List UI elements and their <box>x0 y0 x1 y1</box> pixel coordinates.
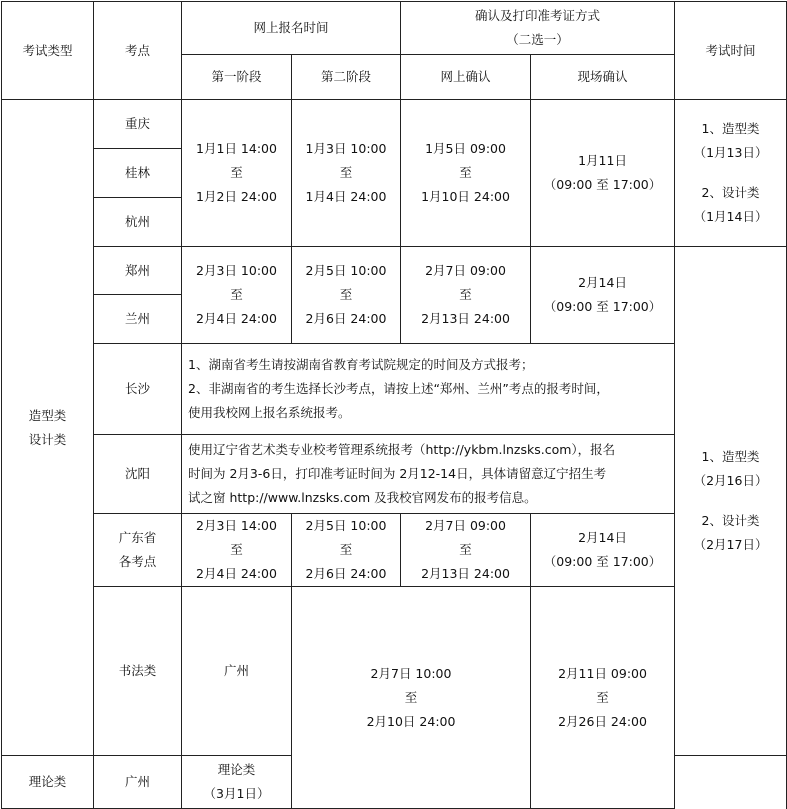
cal-online-to: 至 <box>596 689 609 705</box>
site-chongqing: 重庆 <box>94 100 182 149</box>
g1-online-confirm <box>401 100 531 247</box>
type-design: 设计类 <box>28 431 67 447</box>
header-confirm-line1: 确认及打印准考证方式 <box>475 8 601 23</box>
header-onsite-confirm: 现场确认 <box>531 55 675 100</box>
exam-schedule-table <box>1 1 787 809</box>
shenyang-note-2: 时间为 2月3-6日，打印准考证时间为 2月12-14日，具体请留意辽宁招生考 <box>188 466 607 481</box>
g2-phase1-end: 2月4日 24:00 <box>196 311 277 326</box>
g1-phase2-to: 至 <box>339 165 353 180</box>
g2-phase1-to: 至 <box>230 287 243 302</box>
gd-onsite-confirm <box>531 514 675 587</box>
g1-phase1-to: 至 <box>230 165 243 180</box>
changsha-notes <box>182 344 675 435</box>
g2-phase1-start: 2月3日 10:00 <box>196 263 277 278</box>
g2-phase2-start: 2月5日 10:00 <box>305 263 387 278</box>
shenyang-note-3: 试之窗 http://www.lnzsks.com 及我校官网发布的报考信息。 <box>188 490 537 505</box>
g2-exam-design-date: （2月17日） <box>693 537 768 552</box>
site-guilin: 桂林 <box>94 149 182 198</box>
cal-online-confirm <box>531 587 675 809</box>
g2-onsite-confirm <box>531 247 675 344</box>
g1-exam-design-date: （1月14日） <box>693 209 768 224</box>
site-lanzhou: 兰州 <box>94 295 182 344</box>
cal-reg-start: 2月7日 10:00 <box>370 665 452 681</box>
g1-phase1-end: 1月2日 24:00 <box>196 189 277 204</box>
changsha-note-1: 1、湖南省考生请按湖南省教育考试院规定的时间及方式报考； <box>188 357 534 372</box>
g2-phase2-to: 至 <box>339 287 353 302</box>
g1-online-start: 1月5日 09:00 <box>425 141 506 156</box>
gd-phase1-to: 至 <box>230 542 243 557</box>
gd-online-to: 至 <box>459 542 472 557</box>
site-shenyang: 沈阳 <box>94 435 182 514</box>
theory-exam-date: （3月1日） <box>203 786 270 801</box>
g2-onsite-hours: （09:00 至 17:00） <box>543 299 662 314</box>
g1-phase2-end: 1月4日 24:00 <box>305 189 387 204</box>
header-online-confirm: 网上确认 <box>401 55 531 100</box>
site-zhengzhou: 郑州 <box>94 247 182 295</box>
site-changsha: 长沙 <box>94 344 182 435</box>
gd-onsite-date: 2月14日 <box>578 530 627 545</box>
g2-onsite-date: 2月14日 <box>578 275 627 290</box>
g2-online-confirm <box>401 247 531 344</box>
g1-exam-design: 2、设计类 <box>701 185 760 200</box>
gd-phase1-start: 2月3日 14:00 <box>196 518 277 533</box>
cal-reg-to: 至 <box>404 689 418 705</box>
changsha-note-2: 2、非湖南省的考生选择长沙考点，请按上述“郑州、兰州”考点的报考时间， <box>188 381 609 396</box>
site-guangzhou-theory: 广州 <box>94 756 182 809</box>
theory-exam-time <box>182 756 292 809</box>
header-registration-time: 网上报名时间 <box>182 2 401 55</box>
site-hangzhou: 杭州 <box>94 198 182 247</box>
type-modeling: 造型类 <box>28 407 67 423</box>
site-guangzhou-calligraphy: 广州 <box>182 587 292 756</box>
gd-phase2 <box>292 514 401 587</box>
gd-online-end: 2月13日 24:00 <box>421 566 510 581</box>
cal-online-start: 2月11日 09:00 <box>558 665 647 681</box>
type-calligraphy: 书法类 <box>94 587 182 756</box>
g1-exam-modeling-date: （1月13日） <box>693 145 768 160</box>
g2-phase2 <box>292 247 401 344</box>
header-exam-time: 考试时间 <box>675 2 787 100</box>
gd-online-start: 2月7日 09:00 <box>425 518 506 533</box>
g2-exam-modeling-date: （2月16日） <box>693 473 768 488</box>
cal-registration <box>292 587 531 809</box>
g1-exam-modeling: 1、造型类 <box>701 121 760 136</box>
changsha-note-3: 使用我校网上报名系统报考。 <box>188 405 351 420</box>
header-phase2: 第二阶段 <box>292 55 401 100</box>
g2-phase2-end: 2月6日 24:00 <box>305 311 387 326</box>
site-guangdong-line1: 广东省 <box>118 530 157 545</box>
gd-phase2-to: 至 <box>339 542 353 557</box>
gd-phase2-start: 2月5日 10:00 <box>305 518 387 533</box>
g2-online-end: 2月13日 24:00 <box>421 311 510 326</box>
g1-online-end: 1月10日 24:00 <box>421 189 510 204</box>
site-guangdong-line2: 各考点 <box>118 554 157 569</box>
g2-exam-time <box>675 247 787 756</box>
g1-onsite-confirm <box>531 100 675 247</box>
type-main-cell <box>2 100 94 756</box>
site-guangdong <box>94 514 182 587</box>
gd-phase1 <box>182 514 292 587</box>
g2-exam-modeling: 1、造型类 <box>701 449 760 464</box>
g1-online-to: 至 <box>459 165 472 180</box>
g1-phase2-start: 1月3日 10:00 <box>305 141 387 156</box>
cal-online-end: 2月26日 24:00 <box>558 713 647 729</box>
gd-phase2-end: 2月6日 24:00 <box>305 566 387 581</box>
g1-phase1 <box>182 100 292 247</box>
gd-phase1-end: 2月4日 24:00 <box>196 566 277 581</box>
g1-exam-time <box>675 100 787 247</box>
g1-phase2 <box>292 100 401 247</box>
g1-onsite-hours: （09:00 至 17:00） <box>543 177 662 192</box>
gd-onsite-hours: （09:00 至 17:00） <box>543 554 662 569</box>
shenyang-notes <box>182 435 675 514</box>
header-confirm-method <box>401 2 675 55</box>
shenyang-note-1: 使用辽宁省艺术类专业校考管理系统报考（http://ykbm.lnzsks.com），报名 <box>188 442 616 457</box>
g2-online-to: 至 <box>459 287 472 302</box>
g2-phase1 <box>182 247 292 344</box>
g2-exam-design: 2、设计类 <box>701 513 760 528</box>
header-confirm-line2: （二选一） <box>506 32 569 47</box>
g1-phase1-start: 1月1日 14:00 <box>196 141 277 156</box>
cal-reg-end: 2月10日 24:00 <box>366 713 456 729</box>
theory-exam-type: 理论类 <box>217 762 256 777</box>
header-phase1: 第一阶段 <box>182 55 292 100</box>
header-site: 考点 <box>94 2 182 100</box>
g2-online-start: 2月7日 09:00 <box>425 263 506 278</box>
type-theory: 理论类 <box>2 756 94 809</box>
gd-online-confirm <box>401 514 531 587</box>
g1-onsite-date: 1月11日 <box>578 153 627 168</box>
header-exam-type: 考试类型 <box>2 2 94 100</box>
